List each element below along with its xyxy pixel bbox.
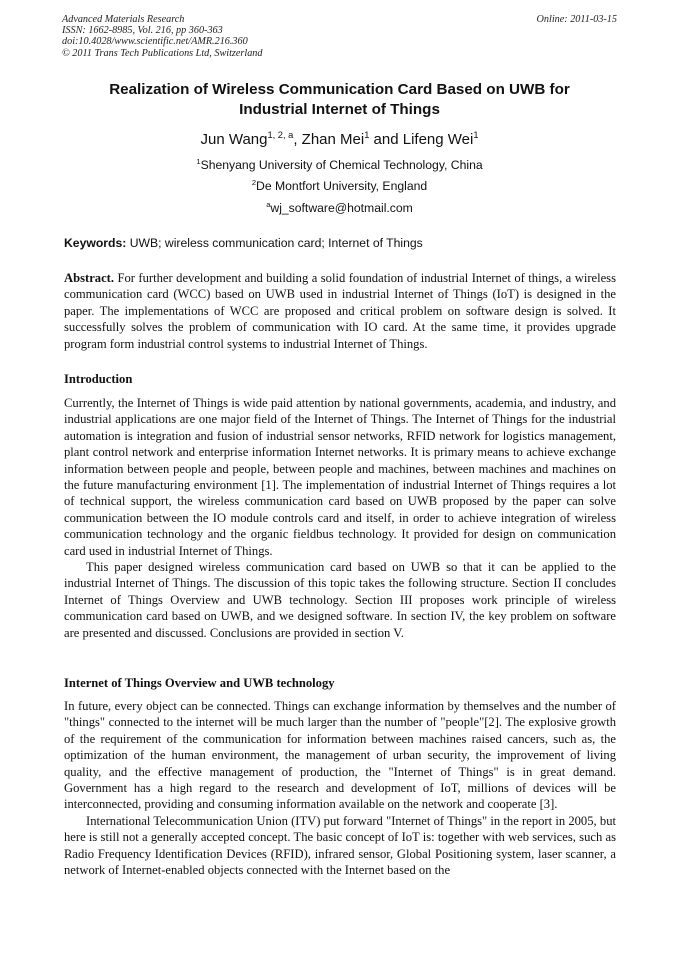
paragraph: This paper designed wireless communication card based on UWB so that it can be applied to the industrial Internet of Things. The discussion of this topic takes the following structure. Section II concludes Internet of Things Overview and UWB technology. Section III proposes work principle of wireless communication card based on UWB, and we designed software. In section IV, the key problem on software are presented and discussed. Conclusions are provided in section V. — [64, 560, 616, 640]
doi-line: doi:10.4028/www.scientific.net/AMR.216.360 — [62, 36, 248, 48]
abstract-text: For further development and building a solid foundation of industrial Internet of things, a wireless communication card (WCC) based on UWB used in industrial Internet of Things (IoT) is designed in the paper. The implementations of WCC are proposed and critical problem on software design is solved. It successfully solves the problem of communication with IO card. At the same time, it provides upgrade program form industrial control systems to industrial Internet of Things. — [64, 271, 616, 351]
keywords-label: Keywords: — [64, 236, 127, 250]
affiliation-1 — [62, 158, 617, 172]
paragraph: Currently, the Internet of Things is wide paid attention by national governments, academia, and industry, and industrial applications are one major field of the Internet of Things. The Internet of Things for the industrial automation is integration and fusion of industrial sensor networks, RFID network for logistics management, plant control network and enterprise information Internet networks. It is primary means to achieve exchange information between people and people, between people and machines, between machines and machines on the future manufacturing environment [1]. The implementation of industrial Internet of Things requires a lot of technical support, the wireless communication card based on UWB proposed by the paper can solve communication between the IO module controls card and itself, in order to achieve integration of wireless communication technology and the organic fieldbus technology. It provided for design on communication card used in industrial Internet of Things. — [64, 396, 616, 558]
author-name: Lifeng Wei — [402, 131, 474, 148]
iot-overview-body — [64, 698, 616, 878]
journal-header — [62, 14, 617, 59]
paragraph: International Telecommunication Union (ITV) put forward "Internet of Things" in the report in 2005, but here is still not a generally accepted concept. The basic concept of IoT is: together with web services, such as Radio Frequency Identification Devices (RFID), infrared sensor, Global Positioning system, laser scanner, a network of Internet-enabled objects connected with the Internet based on the — [64, 813, 616, 878]
abstract — [64, 270, 616, 352]
affiliation-mark: a — [266, 199, 271, 209]
section-heading-introduction: Introduction — [64, 372, 133, 386]
author-separator: and — [369, 131, 403, 148]
introduction-body — [64, 395, 616, 641]
author-name: Jun Wang — [200, 131, 268, 148]
affiliation-2 — [62, 179, 617, 193]
paragraph: In future, every object can be connected. Things can exchange information by themselves and the number of "things" connected to the internet will be much larger than the number of "people"[2]. The explosive growth of the requirement of the communication for information between machines raised cancers, such as, the optimization of the human environment, the management of urban security, the improvement of living quality, and the effective management of production, the "Internet of Things" is in great demand. Government has a high regard to the research and development of IoT, millions of devices will be interconnected, providing and consuming information available on the network and cooperate [3]. — [64, 699, 616, 812]
online-date: Online: 2011-03-15 — [536, 14, 617, 25]
author-name: Zhan Mei — [301, 131, 365, 148]
author-list — [62, 131, 617, 148]
abstract-label: Abstract. — [64, 271, 115, 285]
title-line-2: Industrial Internet of Things — [239, 101, 440, 118]
title-line-1: Realization of Wireless Communication Card Based on UWB for — [109, 81, 570, 98]
author-email — [62, 201, 617, 215]
keywords-text: UWB; wireless communication card; Internet of Things — [126, 236, 423, 250]
issn-line: ISSN: 1662-8985, Vol. 216, pp 360-363 — [62, 25, 223, 37]
paper-title — [62, 80, 617, 120]
author-affiliation-mark: 1 — [364, 129, 370, 140]
journal-name: Advanced Materials Research — [62, 14, 185, 25]
affiliation-mark: 1 — [196, 156, 201, 166]
affiliation-text: Shenyang University of Chemical Technology, China — [200, 158, 483, 172]
email-text: wj_software@hotmail.com — [270, 201, 413, 215]
affiliation-mark: 2 — [251, 177, 257, 187]
section-heading-iot-overview: Internet of Things Overview and UWB technology — [64, 676, 335, 690]
affiliation-text: De Montfort University, England — [256, 179, 428, 193]
copyright-line: © 2011 Trans Tech Publications Ltd, Switzerland — [62, 47, 263, 59]
author-affiliation-mark: 1 — [473, 129, 479, 140]
keywords — [64, 236, 617, 250]
author-affiliation-mark: 1, 2, a — [267, 129, 294, 140]
author-separator: , — [293, 131, 302, 148]
